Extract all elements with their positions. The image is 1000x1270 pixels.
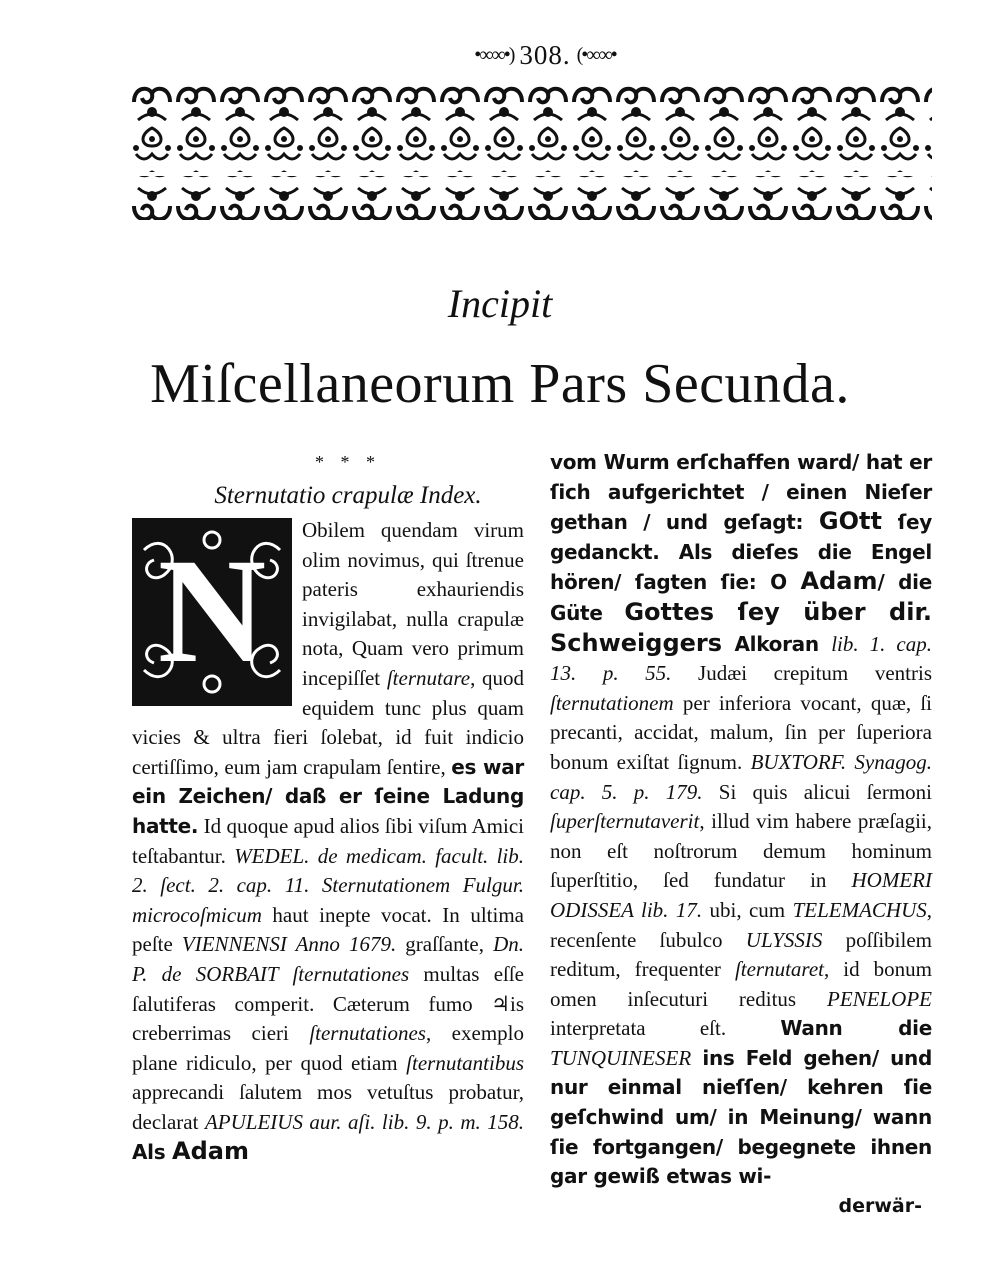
blackletter-run: Als: [132, 1140, 173, 1165]
italic-run: ſternutationem: [550, 690, 674, 715]
asterism: * * *: [315, 452, 381, 472]
text-run: Judæi crepitum ventris: [671, 661, 933, 686]
text-run: apprecandi ſalutem mos vetuſtus probatur, declarat: [132, 1080, 524, 1134]
blackletter-run: Wann die: [780, 1016, 932, 1041]
blackletter-run: / die Güte: [550, 570, 932, 625]
text-run: , illud vim habere præſagii, non eſt noſtrorum demum hominum ſuperſtitio, ſed fundatur in: [550, 809, 932, 893]
page-number-header: [420, 38, 670, 72]
right-column-text: [550, 448, 932, 1192]
text-run: per inferiora vocant, quæ, ſi precanti, accidat, malum, ſin per ſuperiora bonum exiſtat ſignum.: [550, 690, 932, 774]
italic-run: TELEMACHUS: [792, 897, 927, 922]
blackletter-run: ſey gedanckt. Als dieſes die Engel hören/ ſagten ſie: O: [550, 510, 932, 595]
text-run: Id quoque apud alios ſibi viſum Amici teſtabantur.: [132, 813, 524, 868]
italic-run: PENELOPE: [827, 986, 932, 1011]
text-run: Obilem quendam virum olim novimus, qui ſtrenue pateris exhauriendis invigilabat, nulla crapulæ nota, Quam vero primum incepiſſet: [302, 518, 524, 690]
blackletter-run: es war ein Zeichen/ daß er ſeine Ladung hatte.: [132, 754, 524, 838]
text-run: ubi, cum: [702, 897, 793, 922]
italic-run: ULYSSIS: [745, 927, 823, 952]
italic-run: lib. 1. cap. 13. p. 55.: [550, 631, 932, 686]
italic-run: ſternutantibus: [406, 1050, 524, 1075]
italic-run: BUXTORF. Synagog. cap. 5. p. 179.: [550, 749, 932, 804]
blackletter-large-run: Gottes ſey über dir. Schweiggers: [550, 597, 932, 657]
blackletter-run: Alkoran: [722, 631, 832, 656]
italic-run: ſternutationes: [309, 1021, 426, 1046]
ornament-right: (•∞∞•: [576, 43, 616, 66]
left-column: [132, 448, 524, 1168]
text-run: multas eſſe ſalutiferas comperit. Cæterum fumo ♃is creberrimas cieri: [132, 961, 525, 1046]
decorative-headpiece: [130, 80, 932, 220]
ornament-left: •∞∞•): [474, 43, 514, 66]
text-run: Si quis alicui ſermoni: [702, 779, 932, 804]
catchword: derwär-: [838, 1194, 922, 1217]
text-run: , recenſente ſubulco: [550, 897, 932, 952]
decorated-initial: [132, 518, 292, 706]
italic-run: ſuperſternutaverit: [550, 809, 700, 834]
text-run: haut inepte vocat. In ultima peſte: [132, 902, 524, 957]
italic-run: ſternutaret: [734, 957, 824, 982]
section-title: Miſcellaneorum Pars Secunda.: [150, 353, 850, 415]
page-number: 308.: [519, 39, 571, 70]
italic-run: WEDEL. de medicam. facult. lib. 2. ſect. 2. cap. 11. Sternutationem Fulgur. microcoſmicum: [132, 843, 524, 927]
blackletter-run: ins Feld gehen/ und nur einmal nieſſen/ kehren ſie geſchwind um/ in Meinung/ wann ſie fortgangen/ begegnete ihnen gar gewiß etwas wi-: [550, 1045, 932, 1189]
italic-run: ſternutare: [386, 665, 471, 690]
blackletter-run: vom Wurm erſchaffen ward/ hat er ſich aufgerichtet / einen Nieſer gethan / und geſagt:: [550, 450, 932, 535]
italic-run: APULEIUS aur. aſi. lib. 9. p. m. 158.: [204, 1109, 524, 1134]
italic-run: TUNQUINESER: [550, 1045, 692, 1070]
text-run: interpretata eſt.: [550, 1016, 781, 1041]
italic-run: VIENNENSI Anno 1679.: [181, 932, 397, 957]
right-column: [550, 448, 932, 1221]
blackletter-large-run: GOtt: [818, 507, 882, 536]
text-run: , exemplo plane ridiculo, per quod etiam: [132, 1021, 524, 1075]
text-run: poſſibilem reditum, frequenter: [550, 927, 932, 982]
text-run: graſſante,: [396, 932, 494, 957]
blackletter-large-run: Adam: [172, 1137, 249, 1166]
section-subtitle: Sternutatio crapulæ Index.: [214, 482, 482, 509]
initial-letter: N: [157, 528, 267, 695]
blackletter-large-run: Adam: [800, 567, 878, 596]
italic-run: HOMERI ODISSEA lib. 17.: [550, 868, 932, 922]
text-run: , id bonum omen inſecuturi reditus: [550, 957, 932, 1011]
italic-run: Dn. P. de SORBAIT ſternutationes: [132, 932, 524, 986]
text-run: , quod equidem tunc plus quam vicies & ultra fieri ſolebat, id fuit indicio certiſſimo, eum jam crapulam ſentire,: [132, 665, 525, 779]
incipit-heading: Incipit: [447, 281, 553, 326]
